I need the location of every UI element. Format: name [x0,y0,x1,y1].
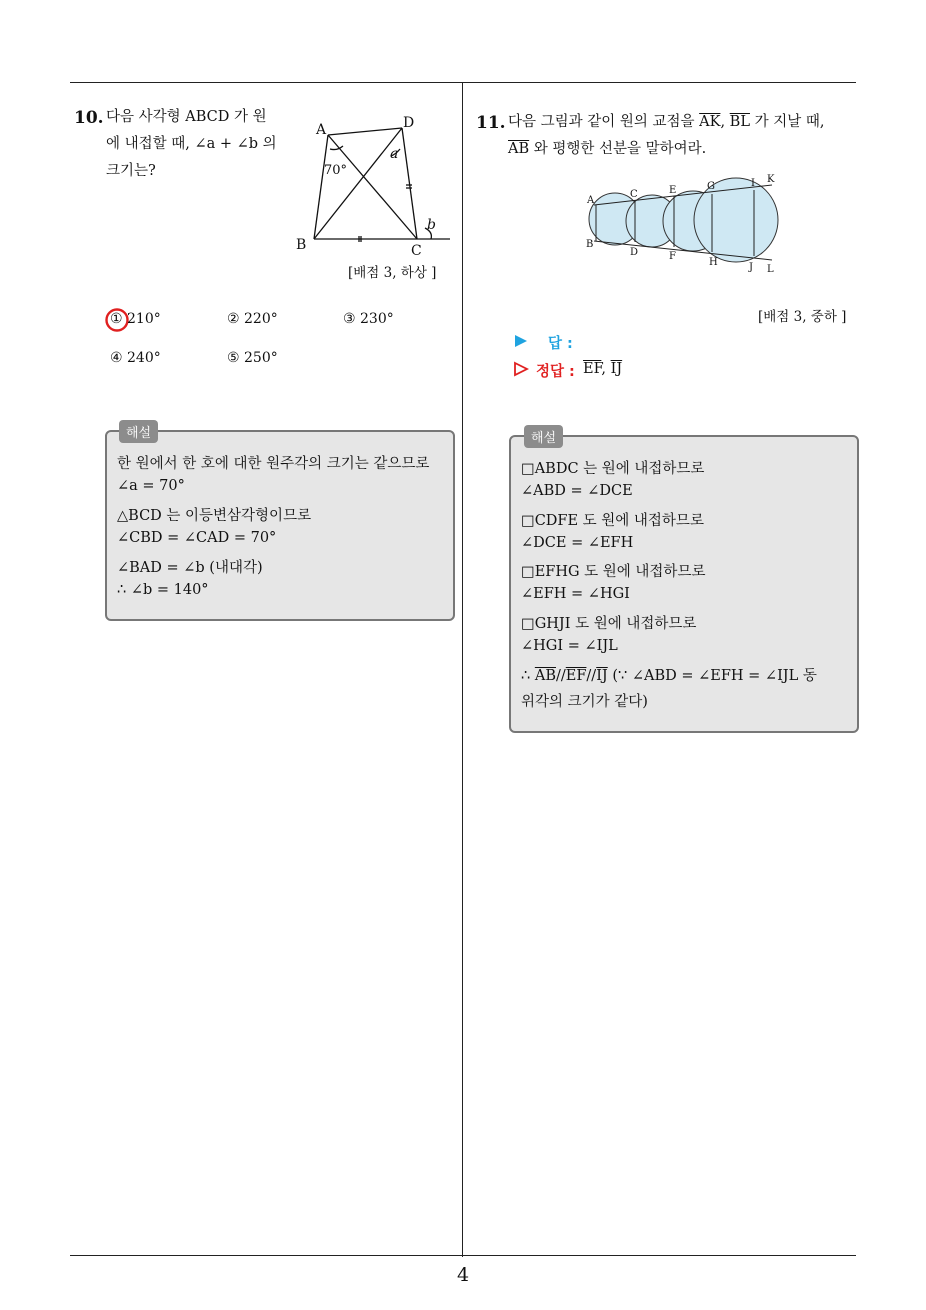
q10-text [106,104,286,185]
q11-explanation-box [509,435,859,733]
q11-explanation-line: ∠EFH = ∠HGI [521,586,630,602]
choice-mark: ① [110,311,123,327]
q10-angle-a-label: a [390,146,399,162]
q11-text-part: 다음 그림과 같이 원의 교점을 [508,114,700,130]
q11-label-f: F [669,251,676,262]
q10-explanation-line: ∠a = 70° [117,478,185,494]
q11-circles-figure [582,172,782,278]
correct-answer-value [583,361,622,377]
q10-text-line: 다음 사각형 ABCD 가 원 [106,109,267,125]
q11-label-d: D [630,247,639,258]
therefore-symbol: ∴ [521,668,535,684]
choice-value: 210° [127,311,161,327]
page-number: 4 [456,1264,470,1286]
q10-label-b-vertex: B [296,237,307,253]
choice-5[interactable] [227,350,278,366]
separator: , [720,114,730,130]
q10-label-a-vertex: A [316,122,327,138]
answer-marker-icon [514,334,528,348]
segment-ij: $\overline{IJ}$ [596,668,608,684]
answer-label: 답 : [548,336,573,352]
q11-explanation-line: 위각의 크기가 같다) [521,694,648,710]
correct-answer-marker-icon [513,361,529,377]
q11-label-h: H [709,257,718,268]
q10-angle-70-label: 70° [324,163,348,178]
choice-1[interactable] [110,311,161,327]
q11-explanation-line: □ABDC 는 원에 내접하므로 [521,461,705,477]
q11-number: 11. [476,113,506,133]
q11-explanation-line: □EFHG 도 원에 내접하므로 [521,564,706,580]
line-bl: $\overline{BL}$ [729,114,750,130]
q11-label-c: C [630,189,638,200]
q11-explanation-line: ∠DCE = ∠EFH [521,535,634,551]
choice-value: 240° [127,350,161,366]
q11-label-i: I [751,178,755,189]
q10-explanation-line: 한 원에서 한 호에 대한 원주각의 크기는 같으므로 [117,456,430,472]
choice-value: 230° [360,311,394,327]
q10-label-d-vertex: D [403,115,415,131]
q10-quadrilateral-figure [290,110,460,258]
choice-mark: ③ [343,311,356,327]
q10-explanation-line: △BCD 는 이등변삼각형이므로 [117,508,312,524]
q10-explanation-line: ∠BAD = ∠b (내대각) [117,560,263,576]
correct-answer-label: 정답 : [536,364,575,380]
q10-number: 10. [74,108,104,128]
q11-explanation-line: ∠HGI = ∠IJL [521,638,618,654]
segment-ef: $\overline{EF}$ [565,668,587,684]
choice-2[interactable] [227,311,278,327]
choice-mark: ⑤ [227,350,240,366]
separator: , [601,361,611,377]
q10-explanation-line: ∴ ∠b = 140° [117,582,209,598]
q11-explanation-conclusion [521,664,817,685]
q10-score: [배점 3, 하상 ] [348,265,437,281]
q11-text-part: 와 평행한 선분을 말하여라. [529,141,707,157]
q10-explanation-line: ∠CBD = ∠CAD = 70° [117,530,277,546]
q11-explanation-tail: (∵ ∠ABD = ∠EFH = ∠IJL 동 [607,668,817,684]
q11-explanation-line: □CDFE 도 원에 내접하므로 [521,513,704,529]
segment-ab: $\overline{AB}$ [534,668,556,684]
choice-4[interactable] [110,350,161,366]
q11-score: [배점 3, 중하 ] [758,309,847,325]
choice-value: 220° [244,311,278,327]
q11-explanation-line: □GHJI 도 원에 내접하므로 [521,616,697,632]
q11-label-g: G [707,181,715,192]
q11-text [508,109,858,163]
q11-text-line-1 [508,109,858,136]
q10-angle-b-label: b [427,217,436,233]
q11-explanation-tag: 해설 [524,425,563,448]
segment-ef: $\overline{EF}$ [583,361,602,377]
q11-label-b: B [586,239,594,250]
q11-label-a: A [587,195,595,206]
parallel-symbol: // [555,668,566,684]
q11-label-e: E [669,185,677,196]
choice-3[interactable] [343,311,394,327]
q11-label-l: L [767,264,774,275]
choice-mark: ④ [110,350,123,366]
choice-mark: ② [227,311,240,327]
q11-explanation-line: ∠ABD = ∠DCE [521,483,633,499]
q11-text-line-2 [508,136,858,163]
q11-label-j: J [749,262,754,273]
bottom-rule [70,1255,856,1256]
q10-text-line: 에 내접할 때, ∠a + ∠b 의 [106,136,277,152]
q10-explanation-tag: 해설 [119,420,158,443]
q10-label-c-vertex: C [411,243,422,258]
line-ak: $\overline{AK}$ [699,114,721,130]
top-rule [70,82,856,83]
segment-ij: $\overline{IJ}$ [610,361,623,377]
q10-text-line: 크기는? [106,163,156,179]
segment-ab: $\overline{AB}$ [508,141,530,157]
column-divider [462,82,463,1257]
parallel-symbol: // [586,668,597,684]
choice-value: 250° [244,350,278,366]
q11-text-part: 가 지날 때, [749,114,825,130]
q11-label-k: K [767,174,775,185]
